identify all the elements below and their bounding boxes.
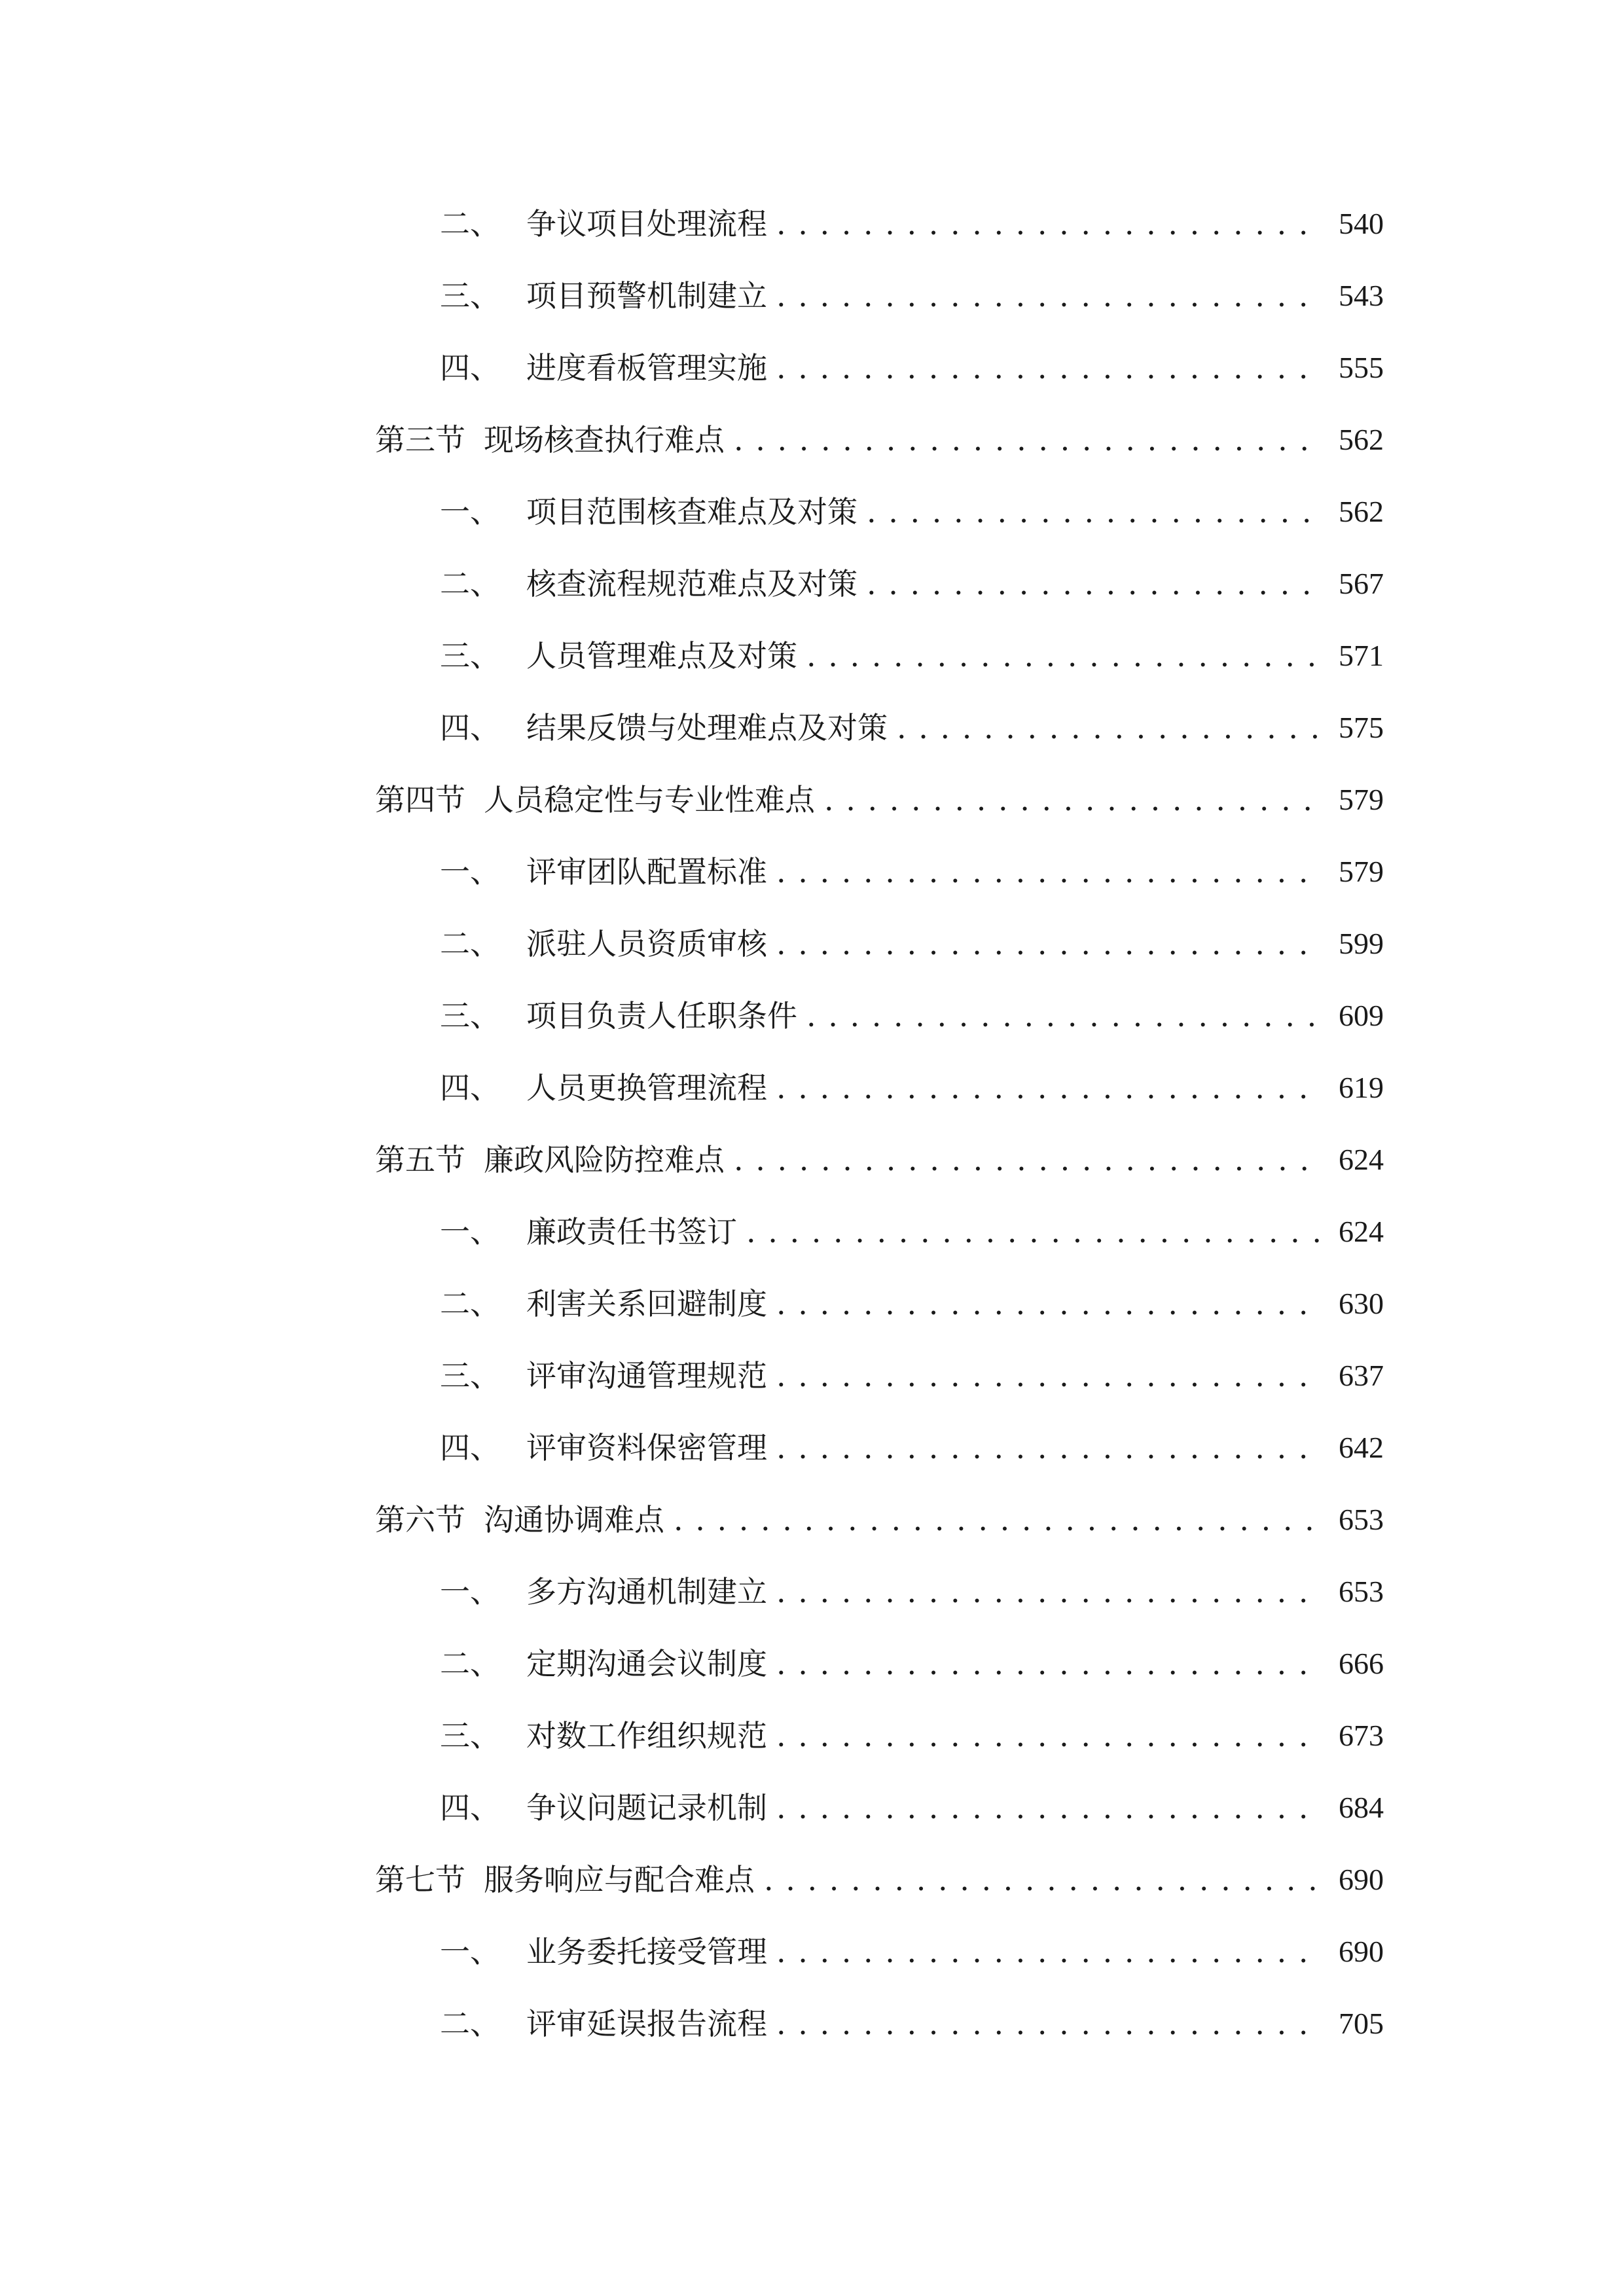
toc-entry-page: 624 [1339,1143,1384,1176]
toc-section-number: 第五节 [375,1142,465,1177]
toc-entry-page: 567 [1339,567,1384,600]
toc-entry-number: 二、 [440,206,500,242]
toc-entry[interactable] [440,983,1384,1035]
toc-entry-page: 562 [1339,423,1384,456]
toc-entry-title: 派驻人员资质审核 [526,926,767,961]
toc-section-entry[interactable] [375,767,1384,819]
toc-entry-title: 评审团队配置标准 [526,854,767,889]
toc-entry-page: 579 [1339,783,1384,816]
toc-section-number: 第三节 [375,422,465,457]
toc-entry-number: 一、 [440,494,500,529]
dot-leader [776,924,1322,963]
toc-section-entry[interactable] [375,1127,1384,1179]
toc-entry-page: 690 [1339,1863,1384,1896]
toc-entry[interactable] [440,1415,1384,1467]
toc-entry-title: 业务委托接受管理 [526,1934,767,1969]
toc-entry-number: 二、 [440,2006,500,2041]
toc-section-title: 廉政风险防控难点 [484,1142,725,1177]
toc-section-title: 服务响应与配合难点 [484,1862,755,1897]
toc-entry-number: 一、 [440,854,500,889]
toc-entry[interactable] [440,263,1384,315]
dot-leader [776,1356,1322,1395]
toc-entry-page: 630 [1339,1287,1384,1320]
dot-leader [776,1932,1322,1971]
toc-entry-title: 争议项目处理流程 [526,206,767,242]
toc-entry[interactable] [440,839,1384,891]
toc-entry-page: 653 [1339,1503,1384,1536]
toc-entry[interactable] [440,623,1384,675]
dot-leader [776,348,1322,387]
toc-entry-title: 结果反馈与处理难点及对策 [526,710,888,745]
toc-entry[interactable] [440,1631,1384,1683]
toc-entry-number: 二、 [440,1286,500,1321]
toc-entry[interactable] [440,695,1384,747]
dot-leader [776,852,1322,891]
toc-section-number: 第七节 [375,1862,465,1897]
toc-entry-title: 多方沟通机制建立 [526,1574,767,1609]
toc-entry-title: 项目预警机制建立 [526,278,767,314]
dot-leader [746,1212,1322,1251]
toc-section-entry[interactable] [375,407,1384,459]
toc-entry-number: 三、 [440,998,500,1033]
toc-entry-title: 廉政责任书签订 [526,1214,737,1249]
toc-entry-page: 543 [1339,279,1384,312]
toc-entry-title: 项目范围核查难点及对策 [526,494,857,529]
toc-entry-page: 609 [1339,999,1384,1032]
toc-entry-title: 项目负责人任职条件 [526,998,797,1033]
toc-section-title: 人员稳定性与专业性难点 [484,782,815,817]
toc-entry-title: 对数工作组织规范 [526,1718,767,1753]
toc-entry-number: 一、 [440,1574,500,1609]
toc-entry-page: 562 [1339,495,1384,528]
toc-section-number: 第六节 [375,1502,465,1537]
toc-entry[interactable] [440,1343,1384,1395]
dot-leader [806,636,1322,675]
toc-entry-number: 一、 [440,1934,500,1969]
toc-entry-page: 571 [1339,639,1384,672]
toc-entry[interactable] [440,1559,1384,1611]
toc-entry-page: 637 [1339,1359,1384,1392]
toc-entry-page: 705 [1339,2007,1384,2040]
toc-entry[interactable] [440,1775,1384,1827]
toc-entry-page: 575 [1339,711,1384,744]
toc-entry-page: 673 [1339,1719,1384,1752]
toc-entry[interactable] [440,1055,1384,1107]
toc-section-entry[interactable] [375,1847,1384,1899]
toc-section-number: 第四节 [375,782,465,817]
toc-entry-number: 三、 [440,638,500,673]
toc-entry[interactable] [440,1199,1384,1251]
toc-entry-number: 四、 [440,710,500,745]
dot-leader [806,996,1322,1035]
toc-entry-title: 评审沟通管理规范 [526,1358,767,1393]
dot-leader [776,2004,1322,2043]
toc-entry-page: 684 [1339,1791,1384,1824]
toc-entry-number: 二、 [440,926,500,961]
toc-entry-number: 一、 [440,1214,500,1249]
toc-entry-number: 二、 [440,1646,500,1681]
dot-leader [776,204,1322,243]
toc-entry-number: 四、 [440,1790,500,1825]
dot-leader [776,1716,1322,1755]
dot-leader [776,1428,1322,1467]
toc-entry-page: 642 [1339,1431,1384,1464]
dot-leader [824,780,1322,819]
toc-entry-number: 四、 [440,1430,500,1465]
toc-entry-page: 666 [1339,1647,1384,1680]
toc-entry-title: 人员管理难点及对策 [526,638,797,673]
toc-entry-title: 进度看板管理实施 [526,350,767,386]
toc-entry-number: 三、 [440,1358,500,1393]
toc-entry-title: 利害关系回避制度 [526,1286,767,1321]
toc-entry[interactable] [440,191,1384,243]
dot-leader [776,1284,1322,1323]
toc-entry[interactable] [440,335,1384,387]
toc-entry-page: 555 [1339,351,1384,384]
toc-entry-number: 四、 [440,350,500,386]
toc-entry-number: 三、 [440,1718,500,1753]
toc-entry-title: 定期沟通会议制度 [526,1646,767,1681]
dot-leader [764,1860,1322,1899]
dot-leader [734,1140,1322,1179]
toc-entry-number: 四、 [440,1070,500,1105]
toc-entry[interactable] [440,911,1384,963]
toc-entry-page: 599 [1339,927,1384,960]
toc-entry[interactable] [440,1991,1384,2043]
dot-leader [776,1572,1322,1611]
toc-entry-page: 690 [1339,1935,1384,1968]
toc-entry-title: 评审延误报告流程 [526,2006,767,2041]
toc-entry-page: 540 [1339,207,1384,240]
toc-entry-page: 653 [1339,1575,1384,1608]
toc-entry-title: 评审资料保密管理 [526,1430,767,1465]
toc-entry-number: 三、 [440,278,500,314]
dot-leader [867,492,1322,531]
toc-entry-title: 人员更换管理流程 [526,1070,767,1105]
dot-leader [674,1500,1322,1539]
toc-section-title: 沟通协调难点 [484,1502,664,1537]
toc-entry-page: 619 [1339,1071,1384,1104]
toc-entry-page: 579 [1339,855,1384,888]
toc-entry[interactable] [440,1703,1384,1755]
dot-leader [734,420,1322,459]
toc-entry[interactable] [440,1271,1384,1323]
dot-leader [776,1644,1322,1683]
dot-leader [776,276,1322,315]
toc-entry-title: 争议问题记录机制 [526,1790,767,1825]
dot-leader [776,1788,1322,1827]
dot-leader [867,564,1322,603]
toc-entry-number: 二、 [440,566,500,601]
toc-section-title: 现场核查执行难点 [484,422,725,457]
dot-leader [897,708,1322,747]
toc-entry-page: 624 [1339,1215,1384,1248]
toc-entry-title: 核查流程规范难点及对策 [526,566,857,601]
toc-entry[interactable] [440,479,1384,531]
toc-entry[interactable] [440,551,1384,603]
toc-entry[interactable] [440,1919,1384,1971]
toc-section-entry[interactable] [375,1487,1384,1539]
dot-leader [776,1068,1322,1107]
